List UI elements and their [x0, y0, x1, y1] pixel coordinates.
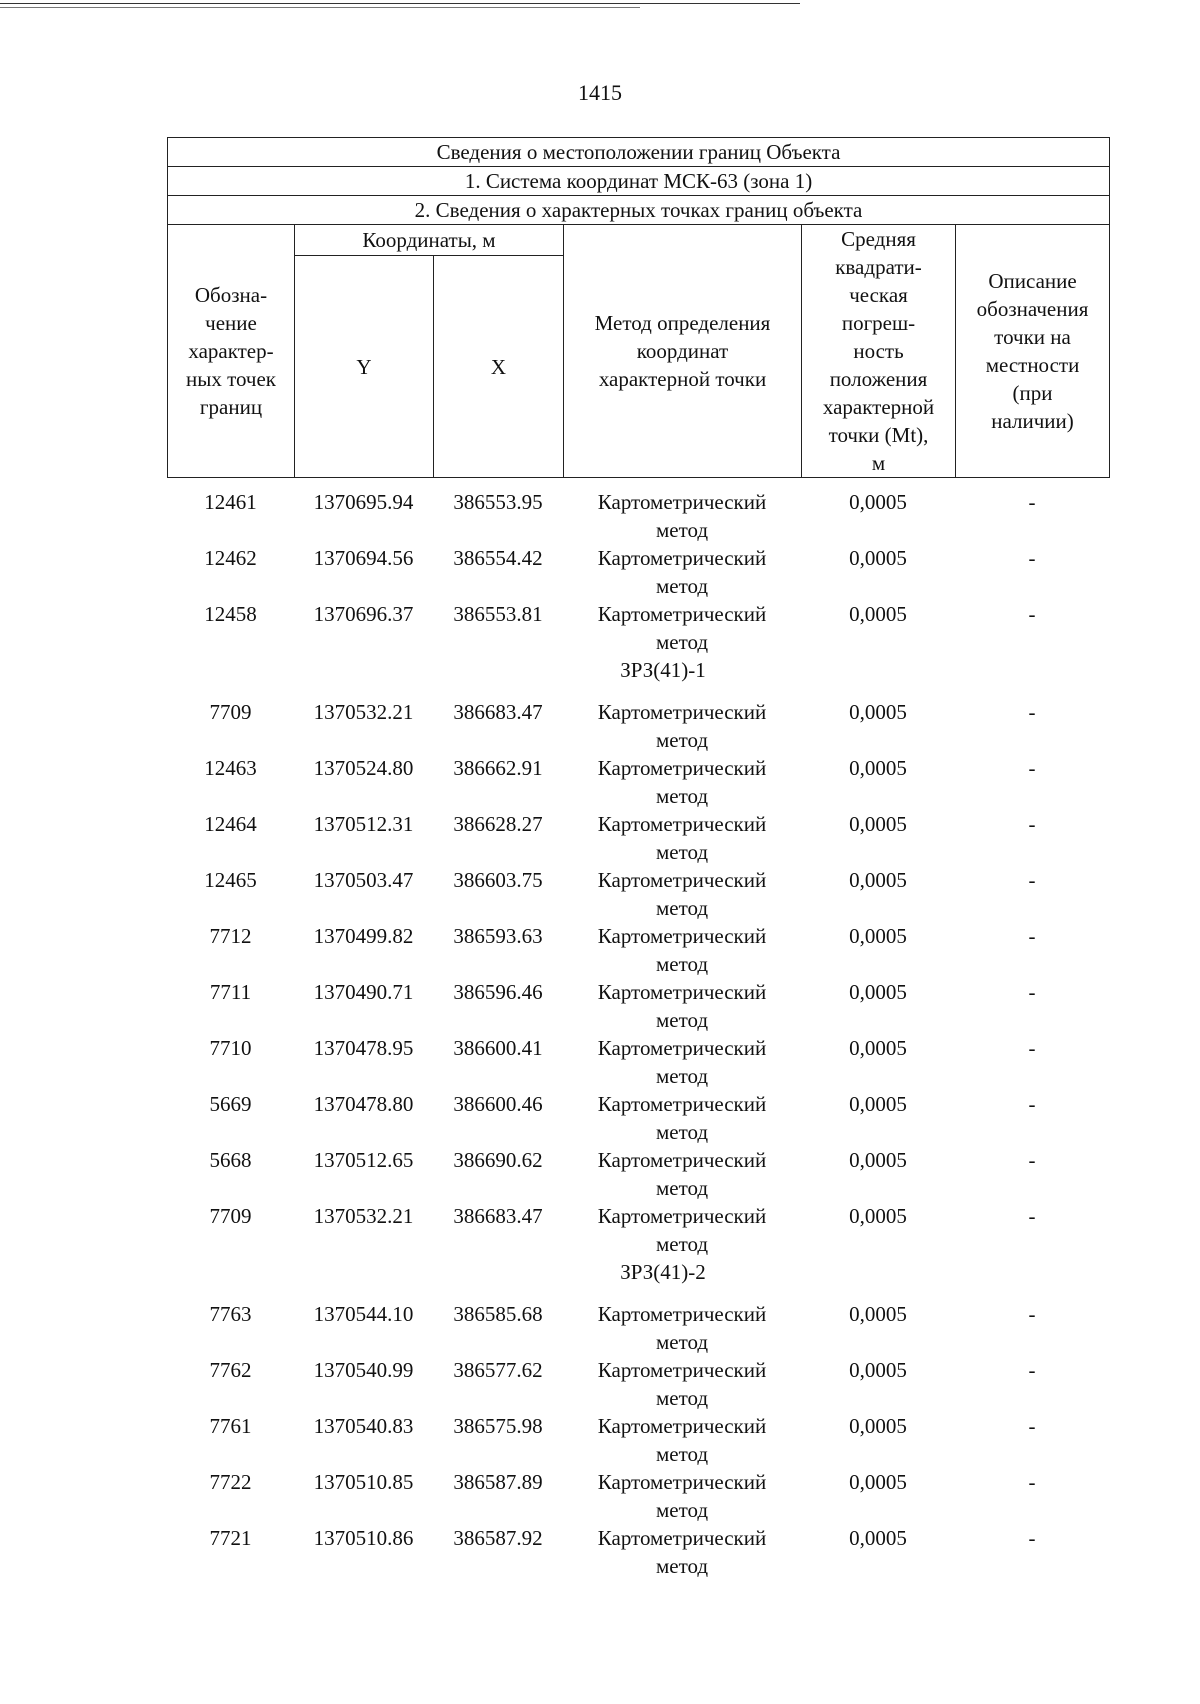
method-line: метод: [655, 840, 709, 864]
method: [563, 866, 801, 922]
method-line: метод: [655, 1442, 709, 1466]
point-id: 7763: [209, 1302, 252, 1326]
table-row: [167, 1356, 1109, 1412]
method-line: Картометрический: [597, 1204, 767, 1228]
method-line: метод: [655, 784, 709, 808]
method-line: Картометрический: [597, 490, 767, 514]
method: [563, 544, 801, 600]
method-line: Картометрический: [597, 602, 767, 626]
coord-y: 1370544.10: [313, 1302, 414, 1326]
table-row: [167, 1146, 1109, 1202]
method: [563, 1468, 801, 1524]
method: [563, 1524, 801, 1580]
point-description: -: [1028, 924, 1036, 948]
section-heading: 2. Сведения о характерных точках границ объекта: [168, 196, 1110, 225]
point-id: 7721: [209, 1526, 252, 1550]
error-value: 0,0005: [849, 756, 907, 780]
error-value: 0,0005: [849, 1204, 907, 1228]
method: [563, 1300, 801, 1356]
error-value: 0,0005: [849, 1092, 907, 1116]
method: [563, 600, 801, 656]
point-id: 12458: [204, 602, 257, 626]
coord-x: 386585.68: [453, 1302, 543, 1326]
point-description: -: [1028, 1526, 1036, 1550]
coord-y: 1370510.86: [313, 1526, 414, 1550]
point-description: -: [1028, 756, 1036, 780]
point-description: -: [1028, 1470, 1036, 1494]
method-line: метод: [655, 1008, 709, 1032]
method-line: Картометрический: [597, 1036, 767, 1060]
table-row: [167, 810, 1109, 866]
coord-x: 386603.75: [453, 868, 543, 892]
method-line: Картометрический: [597, 1358, 767, 1382]
coord-y: 1370490.71: [313, 980, 414, 1004]
method-line: метод: [655, 1386, 709, 1410]
coord-x: 386587.92: [453, 1526, 543, 1550]
point-id: 12461: [204, 490, 257, 514]
point-id: 7712: [209, 924, 252, 948]
point-id: 5668: [209, 1148, 252, 1172]
method-line: Картометрический: [597, 868, 767, 892]
point-description: -: [1028, 700, 1036, 724]
point-id: 12463: [204, 756, 257, 780]
method-line: метод: [655, 1498, 709, 1522]
coord-x: 386554.42: [453, 546, 543, 570]
table-row: [167, 1300, 1109, 1356]
error-value: 0,0005: [849, 700, 907, 724]
point-description: -: [1028, 1092, 1036, 1116]
table-row: [167, 1034, 1109, 1090]
group-title: ЗРЗ(41)-2: [620, 1260, 706, 1284]
method-line: метод: [655, 630, 709, 654]
error-value: 0,0005: [849, 1470, 907, 1494]
coord-x: 386553.81: [453, 602, 543, 626]
coord-y: 1370512.65: [313, 1148, 414, 1172]
coord-x: 386600.46: [453, 1092, 543, 1116]
header-error: Средняя квадрати- ческая погреш- ность положения характерной точки (Mt), м: [802, 225, 956, 478]
error-value: 0,0005: [849, 1302, 907, 1326]
method: [563, 1090, 801, 1146]
method-line: Картометрический: [597, 812, 767, 836]
coordinate-system: 1. Система координат МСК-63 (зона 1): [168, 167, 1110, 196]
method-line: метод: [655, 1120, 709, 1144]
table-row: [167, 1524, 1109, 1580]
point-id: 7709: [209, 1204, 252, 1228]
table-title: Сведения о местоположении границ Объекта: [168, 138, 1110, 167]
coord-y: 1370532.21: [313, 1204, 414, 1228]
coord-y: 1370503.47: [313, 868, 414, 892]
table-row: [167, 1412, 1109, 1468]
error-value: 0,0005: [849, 546, 907, 570]
coord-y: 1370499.82: [313, 924, 414, 948]
point-id: 12462: [204, 546, 257, 570]
method-line: Картометрический: [597, 546, 767, 570]
table-row: [167, 488, 1109, 544]
error-value: 0,0005: [849, 1036, 907, 1060]
table-row: [167, 978, 1109, 1034]
table-row: [167, 866, 1109, 922]
error-value: 0,0005: [849, 602, 907, 626]
method: [563, 810, 801, 866]
coord-x: 386600.41: [453, 1036, 543, 1060]
coord-x: 386683.47: [453, 700, 543, 724]
method-line: Картометрический: [597, 700, 767, 724]
page-number: 1415: [578, 80, 622, 105]
method: [563, 1412, 801, 1468]
error-value: 0,0005: [849, 1358, 907, 1382]
error-value: 0,0005: [849, 1414, 907, 1438]
method-line: метод: [655, 574, 709, 598]
top-rule-secondary: [0, 7, 640, 8]
method-line: Картометрический: [597, 1302, 767, 1326]
method: [563, 698, 801, 754]
point-description: -: [1028, 980, 1036, 1004]
error-value: 0,0005: [849, 924, 907, 948]
point-id: 7710: [209, 1036, 252, 1060]
coord-y: 1370540.99: [313, 1358, 414, 1382]
method-line: Картометрический: [597, 756, 767, 780]
error-value: 0,0005: [849, 868, 907, 892]
table-row: [167, 698, 1109, 754]
header-designation: Обозна- чение характер- ных точек границ: [168, 225, 295, 478]
method: [563, 922, 801, 978]
method-line: метод: [655, 1064, 709, 1088]
method: [563, 1034, 801, 1090]
top-rule: [0, 3, 800, 4]
point-description: -: [1028, 490, 1036, 514]
method: [563, 1202, 801, 1258]
method-line: метод: [655, 728, 709, 752]
table-row: [167, 600, 1109, 656]
method: [563, 1146, 801, 1202]
point-description: -: [1028, 1148, 1036, 1172]
error-value: 0,0005: [849, 1148, 907, 1172]
method-line: метод: [655, 1330, 709, 1354]
coord-x: 386628.27: [453, 812, 543, 836]
method: [563, 978, 801, 1034]
method-line: Картометрический: [597, 1526, 767, 1550]
coord-y: 1370478.95: [313, 1036, 414, 1060]
point-description: -: [1028, 546, 1036, 570]
header-table: [167, 137, 1110, 478]
coord-y: 1370510.85: [313, 1470, 414, 1494]
point-description: -: [1028, 1358, 1036, 1382]
method-line: метод: [655, 518, 709, 542]
method-line: Картометрический: [597, 980, 767, 1004]
method-line: метод: [655, 1554, 709, 1578]
coord-y: 1370695.94: [313, 490, 414, 514]
coord-x: 386593.63: [453, 924, 543, 948]
header-method: Метод определения координат характерной точки: [564, 225, 802, 478]
method-line: Картометрический: [597, 924, 767, 948]
point-id: 7761: [209, 1414, 252, 1438]
method-line: метод: [655, 896, 709, 920]
table-row: [167, 1202, 1109, 1258]
error-value: 0,0005: [849, 490, 907, 514]
coord-x: 386575.98: [453, 1414, 543, 1438]
method-line: метод: [655, 1176, 709, 1200]
method-line: метод: [655, 952, 709, 976]
coord-x: 386683.47: [453, 1204, 543, 1228]
header-y: Y: [295, 256, 434, 478]
point-id: 7711: [209, 980, 252, 1004]
coord-y: 1370694.56: [313, 546, 414, 570]
coordinates-list: [167, 488, 1109, 1580]
method: [563, 754, 801, 810]
point-description: -: [1028, 868, 1036, 892]
coord-y: 1370540.83: [313, 1414, 414, 1438]
point-id: 7709: [209, 700, 252, 724]
method-line: Картометрический: [597, 1414, 767, 1438]
coord-y: 1370524.80: [313, 756, 414, 780]
table-row: [167, 922, 1109, 978]
error-value: 0,0005: [849, 812, 907, 836]
point-id: 12465: [204, 868, 257, 892]
method-line: Картометрический: [597, 1148, 767, 1172]
point-description: -: [1028, 1302, 1036, 1326]
coord-x: 386596.46: [453, 980, 543, 1004]
method: [563, 1356, 801, 1412]
point-id: 5669: [209, 1092, 252, 1116]
header-coordinates: Координаты, м: [295, 225, 564, 256]
point-description: -: [1028, 1204, 1036, 1228]
table-row: [167, 544, 1109, 600]
method: [563, 488, 801, 544]
coord-x: 386587.89: [453, 1470, 543, 1494]
method-line: Картометрический: [597, 1470, 767, 1494]
group-title: ЗРЗ(41)-1: [620, 658, 706, 682]
point-id: 12464: [204, 812, 257, 836]
point-description: -: [1028, 602, 1036, 626]
table-row: [167, 754, 1109, 810]
coord-y: 1370532.21: [313, 700, 414, 724]
coord-y: 1370478.80: [313, 1092, 414, 1116]
coord-y: 1370696.37: [313, 602, 414, 626]
header-description: Описание обозначения точки на местности (при наличии): [956, 225, 1110, 478]
coord-x: 386662.91: [453, 756, 543, 780]
method-line: Картометрический: [597, 1092, 767, 1116]
point-description: -: [1028, 1414, 1036, 1438]
error-value: 0,0005: [849, 1526, 907, 1550]
table-row: [167, 1090, 1109, 1146]
point-description: -: [1028, 1036, 1036, 1060]
coord-x: 386553.95: [453, 490, 543, 514]
table-row: [167, 1468, 1109, 1524]
point-description: -: [1028, 812, 1036, 836]
coord-y: 1370512.31: [313, 812, 414, 836]
point-id: 7762: [209, 1358, 252, 1382]
method-line: метод: [655, 1232, 709, 1256]
header-x: X: [434, 256, 564, 478]
error-value: 0,0005: [849, 980, 907, 1004]
coord-x: 386690.62: [453, 1148, 543, 1172]
coord-x: 386577.62: [453, 1358, 543, 1382]
point-id: 7722: [209, 1470, 252, 1494]
